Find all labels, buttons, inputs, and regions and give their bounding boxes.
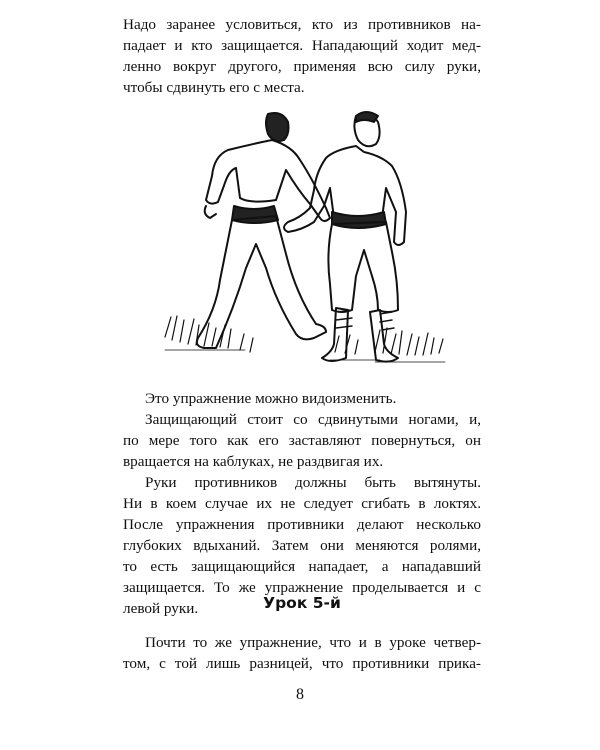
text-line: Это упражнение можно видоизменить. xyxy=(145,390,397,407)
text-line: Ни в коем случае их не следует сгибать в локтях. xyxy=(123,495,481,512)
page-number: 8 xyxy=(296,686,304,703)
wrestlers-illustration xyxy=(160,102,450,372)
text-line: Защищающий стоит со сдвинутыми ногами, и, xyxy=(145,411,481,428)
text-line: чтобы сдвинуть его с места. xyxy=(123,79,305,96)
text-line: Руки противников должны быть вытянуты. xyxy=(145,474,481,491)
text-line: то есть защищающийся нападает, а нападавший xyxy=(123,558,481,575)
text-line: Почти то же упражнение, что и в уроке четвер- xyxy=(145,634,481,651)
text-line: Надо заранее условиться, кто из противников на- xyxy=(123,16,481,33)
text-line: ленно вокруг другого, применяя всю силу руки, xyxy=(123,58,481,75)
text-line: том, с той лишь разницей, что противники прика- xyxy=(123,655,481,672)
text-line: по мере того как его заставляют повернуться, он xyxy=(123,432,481,449)
paragraph-1 xyxy=(123,14,481,98)
paragraph-3 xyxy=(123,632,481,674)
right-figure xyxy=(284,112,406,362)
text-line: левой руки. xyxy=(123,600,199,617)
text-line: защищается. То же упражнение проделывается и с xyxy=(123,579,481,596)
text-line: глубоких вдыханий. Затем они меняются ролями, xyxy=(123,537,481,554)
paragraph-2 xyxy=(123,388,481,619)
text-line: падает и кто защищается. Нападающий ходит мед- xyxy=(123,37,481,54)
text-line: После упражнения противники делают несколько xyxy=(123,516,481,533)
text-line: вращается на каблуках, не раздвигая их. xyxy=(123,453,384,470)
lesson-heading: Урок 5-й xyxy=(263,594,341,612)
left-figure xyxy=(197,113,330,348)
